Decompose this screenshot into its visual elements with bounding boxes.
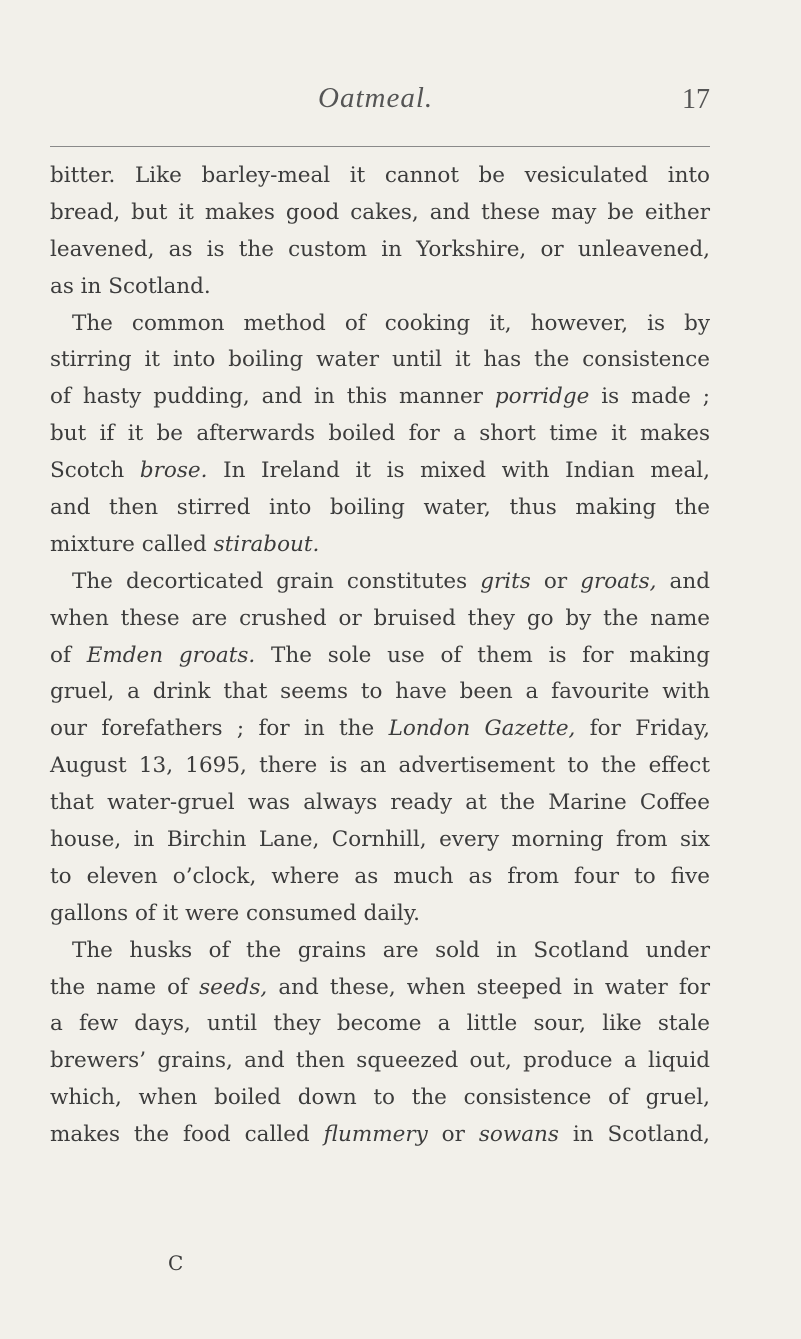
page-header xyxy=(50,82,710,142)
text-run: The husks of the grains are sold in Scotland under xyxy=(72,937,710,963)
text-line xyxy=(50,859,710,896)
text-run: makes the food called xyxy=(50,1122,324,1148)
text-line xyxy=(50,1080,710,1117)
text-line xyxy=(50,601,710,638)
text-line xyxy=(50,527,710,564)
text-run: The decorticated grain constitutes xyxy=(72,568,481,594)
italic-term: seeds, xyxy=(199,974,268,1000)
text-run: but if it be afterwards boiled for a short time it makes xyxy=(50,421,710,447)
text-run: house, in Birchin Lane, Cornhill, every morning from six xyxy=(50,827,710,853)
italic-term: grits xyxy=(480,568,531,594)
text-run: Scotch xyxy=(50,458,140,484)
text-run: that water-gruel was always ready at the Marine Coffee xyxy=(50,790,710,816)
italic-term: sowans xyxy=(478,1122,559,1148)
text-run: of hasty pudding, and in this manner xyxy=(50,384,495,410)
italic-term: groats, xyxy=(580,568,657,594)
italic-term: porridge xyxy=(494,384,590,410)
header-rule xyxy=(50,146,710,147)
text-line xyxy=(50,342,710,379)
text-run: mixture called xyxy=(50,531,214,557)
text-run: is made ; xyxy=(589,384,710,410)
text-run: our forefathers ; for in the xyxy=(50,716,389,742)
text-line xyxy=(50,896,710,933)
italic-term: stirabout. xyxy=(213,531,320,557)
text-line xyxy=(50,1006,710,1043)
text-run: brewers’ grains, and then squeezed out, produce a liquid xyxy=(50,1048,710,1074)
text-run: bread, but it makes good cakes, and these may be either xyxy=(50,199,710,225)
page-number: 17 xyxy=(682,84,710,115)
text-line xyxy=(50,1117,710,1154)
text-line xyxy=(50,490,710,527)
text-run: stirring it into boiling water until it has the consistence xyxy=(50,347,710,373)
text-run: The common method of cooking it, however, is by xyxy=(72,310,710,336)
text-run: or xyxy=(530,568,581,594)
text-run: and these, when steeped in water for xyxy=(267,974,711,1000)
text-line xyxy=(50,416,710,453)
text-line xyxy=(50,1043,710,1080)
text-line xyxy=(50,785,710,822)
text-run: August 13, 1695, there is an advertisement to the effect xyxy=(50,753,710,779)
text-run: and xyxy=(656,568,710,594)
text-line xyxy=(50,158,710,195)
text-run: as in Scotland. xyxy=(50,273,211,299)
text-run: gruel, a drink that seems to have been a favourite with xyxy=(50,679,710,705)
text-line xyxy=(50,822,710,859)
text-run: bitter. Like barley-meal it cannot be vesiculated into xyxy=(50,163,710,188)
italic-term: flummery xyxy=(323,1122,428,1148)
text-line xyxy=(50,711,710,748)
text-run: and then stirred into boiling water, thus making the xyxy=(50,495,710,521)
text-run: or xyxy=(427,1122,479,1148)
text-run: which, when boiled down to the consistence of gruel, xyxy=(50,1085,710,1111)
text-run: gallons of it were consumed daily. xyxy=(50,900,420,926)
italic-term: London Gazette, xyxy=(388,716,576,742)
text-run: for Friday, xyxy=(575,716,710,742)
italic-term: brose. xyxy=(139,458,208,484)
text-line xyxy=(50,379,710,416)
text-run: the name of xyxy=(50,974,200,1000)
running-title: Oatmeal. xyxy=(318,82,434,114)
text-run: in Scotland, xyxy=(558,1122,711,1148)
signature-mark: C xyxy=(168,1251,184,1275)
body-text xyxy=(50,158,710,1154)
text-run: leavened, as is the custom in Yorkshire, or unleavened, xyxy=(50,236,710,262)
text-run: when these are crushed or bruised they go by the name xyxy=(50,605,710,631)
text-line xyxy=(50,453,710,490)
text-line xyxy=(50,269,710,306)
text-line xyxy=(50,674,710,711)
text-line xyxy=(50,933,710,970)
text-line xyxy=(50,564,710,601)
text-run: of xyxy=(50,642,87,668)
text-run: a few days, until they become a little sour, like stale xyxy=(50,1011,710,1037)
text-line xyxy=(50,306,710,343)
text-line xyxy=(50,970,710,1007)
text-line xyxy=(50,638,710,675)
text-line xyxy=(50,232,710,269)
text-line xyxy=(50,748,710,785)
text-run: The sole use of them is for making xyxy=(255,642,710,668)
text-run: In Ireland it is mixed with Indian meal, xyxy=(207,458,710,484)
text-run: to eleven o’clock, where as much as from four to five xyxy=(50,863,710,889)
text-line xyxy=(50,195,710,232)
italic-term: Emden groats. xyxy=(86,642,256,668)
